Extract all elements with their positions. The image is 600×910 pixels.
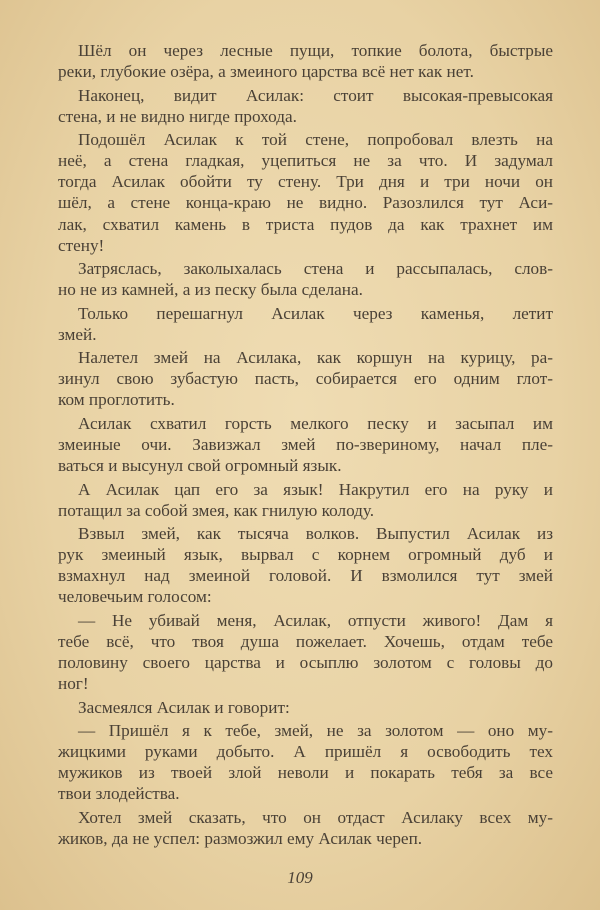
text-line: Только перешагнул Асилак через каменья, летит: [78, 303, 553, 323]
text-line: но не из камней, а из песку была сделана.: [58, 280, 363, 300]
paragraph: [58, 85, 553, 127]
text-line: зинул свою зубастую пасть, собирается его одним глот-: [58, 369, 553, 389]
paragraph: [58, 523, 553, 607]
text-line: тебе всё, что твоя душа пожелает. Хочешь, отдам тебе: [58, 632, 553, 652]
text-line: Засмеялся Асилак и говорит:: [78, 697, 290, 717]
page-number: 109: [287, 868, 313, 887]
page-text: [58, 40, 553, 849]
text-line: Наконец, видит Асилак: стоит высокая-превысокая: [78, 85, 553, 105]
text-line: рук змеиный язык, вырвал с корнем огромный дуб и: [58, 545, 553, 565]
text-line: жицкими руками добыто. А пришёл я освободить тех: [58, 742, 553, 762]
text-line: Шёл он через лесные пущи, топкие болота, быстрые: [78, 41, 553, 60]
text-line: человечьим голосом:: [58, 587, 212, 607]
text-line: Взвыл змей, как тысяча волков. Выпустил Асилак из: [78, 524, 553, 544]
paragraph: [58, 347, 553, 410]
text-line: стену!: [58, 235, 105, 255]
paragraph: [58, 807, 553, 849]
paragraph: [58, 40, 553, 82]
paragraph: [58, 610, 553, 694]
paragraph: [58, 303, 553, 345]
text-line: неё, а стена гладкая, уцепиться не за что. И задумал: [58, 151, 553, 171]
paragraph: [58, 697, 553, 718]
text-line: жиков, да не успел: размозжил ему Асилак череп.: [58, 829, 423, 849]
text-line: змей.: [58, 324, 97, 344]
text-line: — Пришёл я к тебе, змей, не за золотом — оно му-: [78, 721, 553, 741]
text-line: шёл, а стене конца-краю не видно. Разозлился тут Аси-: [58, 193, 553, 213]
text-line: потащил за собой змея, как гнилую колоду.: [58, 500, 375, 520]
text-line: — Не убивай меня, Асилак, отпусти живого! Дам я: [78, 610, 553, 630]
text-line: ваться и высунул свой огромный язык.: [58, 456, 342, 476]
text-line: змеиные очи. Завизжал змей по-звериному, начал пле-: [58, 435, 553, 455]
text-line: мужиков из твоей злой неволи и покарать тебя за все: [58, 763, 553, 783]
text-line: ком проглотить.: [58, 390, 175, 410]
text-line: Подошёл Асилак к той стене, попробовал влезть на: [78, 130, 553, 150]
paragraph: [58, 129, 553, 256]
text-line: половину своего царства и осыплю золотом с головы до: [58, 653, 553, 673]
text-line: ног!: [58, 674, 89, 694]
text-line: Хотел змей сказать, что он отдаст Асилаку всех му-: [78, 807, 553, 827]
paragraph: [58, 720, 553, 804]
text-line: лак, схватил камень в триста пудов да как трахнет им: [58, 214, 553, 234]
paragraph: [58, 413, 553, 476]
text-line: тогда Асилак обойти ту стену. Три дня и три ночи он: [58, 172, 553, 192]
paragraph: [58, 258, 553, 300]
paragraph: [58, 479, 553, 521]
text-line: реки, глубокие озёра, а змеиного царства всё нет как нет.: [58, 62, 474, 82]
text-line: Налетел змей на Асилака, как коршун на курицу, ра-: [78, 348, 553, 368]
text-line: А Асилак цап его за язык! Накрутил его на руку и: [78, 479, 553, 499]
text-line: взмахнул над змеиной головой. И взмолился тут змей: [58, 566, 553, 586]
text-line: твои злодейства.: [58, 784, 180, 804]
text-line: Асилак схватил горсть мелкого песку и засыпал им: [78, 413, 553, 433]
text-line: стена, и не видно нигде прохода.: [58, 106, 297, 126]
text-line: Затряслась, заколыхалась стена и рассыпалась, слов-: [78, 259, 553, 279]
